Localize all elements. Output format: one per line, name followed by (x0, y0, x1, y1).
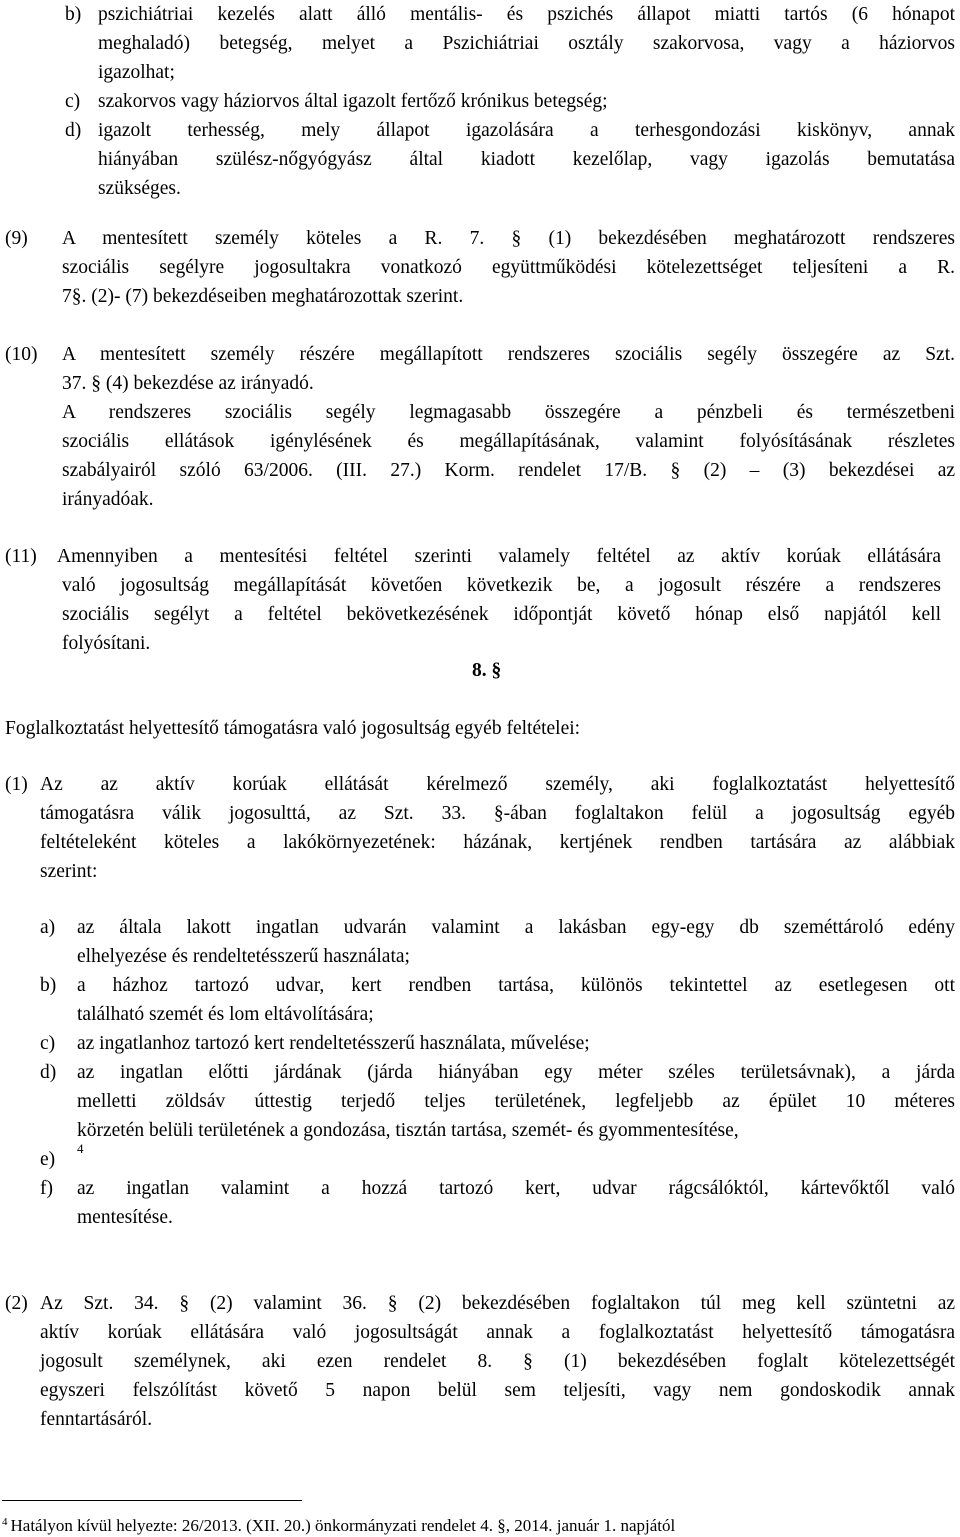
text-line: szociális segélyt a feltétel bekövetkezésének időpontját követő hónap első napjától kell (62, 604, 941, 625)
text-line: szükséges. (98, 178, 181, 199)
list-label: d) (65, 120, 82, 141)
text-line: 7§. (2)- (7) bekezdéseiben meghatározottak szerint. (62, 286, 464, 307)
text-line: jogosult személynek, aki ezen rendelet 8. § (1) bekezdésében foglalt kötelezettségét (40, 1351, 955, 1372)
text-line: az általa lakott ingatlan udvarán valamint a lakásban egy-egy db szeméttároló edény (77, 917, 955, 938)
list-label: d) (40, 1062, 57, 1083)
list-label: c) (40, 1033, 56, 1054)
text-line: pszichiátriai kezelés alatt álló mentális- és pszichés állapot miatti tartós (6 hónapot (98, 4, 955, 25)
list-label: f) (40, 1178, 53, 1199)
text-line: támogatásra válik jogosulttá, az Szt. 33. §-ában foglaltakon felül a jogosultság egyéb (40, 803, 955, 824)
paragraph-number: (9) (5, 228, 28, 249)
text-line: szakorvos vagy háziorvos által igazolt fertőző krónikus betegség; (98, 91, 608, 112)
text-line: szociális segélyre jogosultakra vonatkozó együttműködési kötelezettséget teljesíteni a R. (62, 257, 955, 278)
text-line: melletti zöldsáv úttestig terjedő teljes területének, legfeljebb az épület 10 méteres (77, 1091, 955, 1112)
text-line: szerint: (40, 861, 98, 882)
text-line: meghaladó) betegség, melyet a Pszichiátriai osztály szakorvosa, vagy a háziorvos (98, 33, 955, 54)
paragraph-number: (10) (5, 344, 38, 365)
paragraph-number: (2) (5, 1293, 28, 1314)
text-line: A mentesített személy köteles a R. 7. § (1) bekezdésében meghatározott rendszeres (62, 228, 955, 249)
footnote-separator (2, 1500, 302, 1501)
list-label: b) (40, 975, 57, 996)
footnote-text: Hatályon kívül helyezte: 26/2013. (XII. 20.) önkormányzati rendelet 4. §, 2014. január 1. napjától (10, 1516, 676, 1535)
text-line: irányadóak. (62, 489, 154, 510)
footnote (2, 1511, 675, 1537)
text-line: igazolhat; (98, 62, 175, 83)
section-heading: 8. § (472, 660, 502, 681)
footnote-number: 4 (2, 1516, 8, 1528)
paragraph-number: (11) (5, 546, 37, 567)
list-label: a) (40, 917, 56, 938)
text-line: Az Szt. 34. § (2) valamint 36. § (2) bekezdésében foglaltakon túl meg kell szüntetni az (40, 1293, 955, 1314)
paragraph-number: (1) (5, 774, 28, 795)
text-line: való jogosultság megállapítását követően következik be, a jogosult részére a rendszeres (62, 575, 941, 596)
text-line: 37. § (4) bekezdése az irányadó. (62, 373, 314, 394)
text-line: igazolt terhesség, mely állapot igazolására a terhesgondozási kiskönyv, annak (98, 120, 955, 141)
text-line: fenntartásáról. (40, 1409, 153, 1430)
text-line: az ingatlanhoz tartozó kert rendeltetésszerű használata, művelése; (77, 1033, 590, 1054)
text-line: a házhoz tartozó udvar, kert rendben tartása, különös tekintettel az esetlegesen ott (77, 975, 955, 996)
section-title: Foglalkoztatást helyettesítő támogatásra való jogosultság egyéb feltételei: (5, 718, 581, 739)
text-line: A rendszeres szociális segély legmagasabb összegére a pénzbeli és természetbeni (62, 402, 955, 423)
text-line: egyszeri felszólítást követő 5 napon belül sem teljesíti, vagy nem gondoskodik annak (40, 1380, 955, 1401)
text-line: található szemét és lom eltávolítására; (77, 1004, 374, 1025)
text-line: körzetén belüli területének a gondozása, tisztán tartása, szemét- és gyommentesítése, (77, 1120, 739, 1141)
text-line: szociális ellátások igénylésének és megállapításának, valamint folyósításának részletes (62, 431, 955, 452)
text-line: Amennyiben a mentesítési feltétel szerinti valamely feltétel az aktív korúak ellátására (57, 546, 941, 567)
text-line: szabályairól szóló 63/2006. (III. 27.) Korm. rendelet 17/B. § (2) – (3) bekezdései az (62, 460, 955, 481)
text-line: az ingatlan valamint a hozzá tartozó kert, udvar rágcsálóktól, kártevőktől való (77, 1178, 955, 1199)
text-line: hiányában szülész-nőgyógyász által kiadott kezelőlap, vagy igazolás bemutatása (98, 149, 955, 170)
list-label: b) (65, 4, 82, 25)
text-line: az ingatlan előtti járdának (járda hiányában egy méter széles területsávnak), a járda (77, 1062, 955, 1083)
text-line: A mentesített személy részére megállapított rendszeres szociális segély összegére az Szt. (62, 344, 955, 365)
text-line: elhelyezése és rendeltetésszerű használata; (77, 946, 410, 967)
footnote-reference[interactable]: 4 (77, 1141, 84, 1156)
list-label: e) (40, 1149, 56, 1170)
text-line: aktív korúak ellátására való jogosultságát annak a foglalkoztatást helyettesítő támogatásra (40, 1322, 955, 1343)
text-line: feltételeként köteles a lakókörnyezetének: házának, kertjének rendben tartására az alábbiak (40, 832, 955, 853)
text-line: mentesítése. (77, 1207, 173, 1228)
text-line: Az az aktív korúak ellátását kérelmező személy, aki foglalkoztatást helyettesítő (40, 774, 955, 795)
list-label: c) (65, 91, 81, 112)
text-line: folyósítani. (62, 633, 151, 654)
